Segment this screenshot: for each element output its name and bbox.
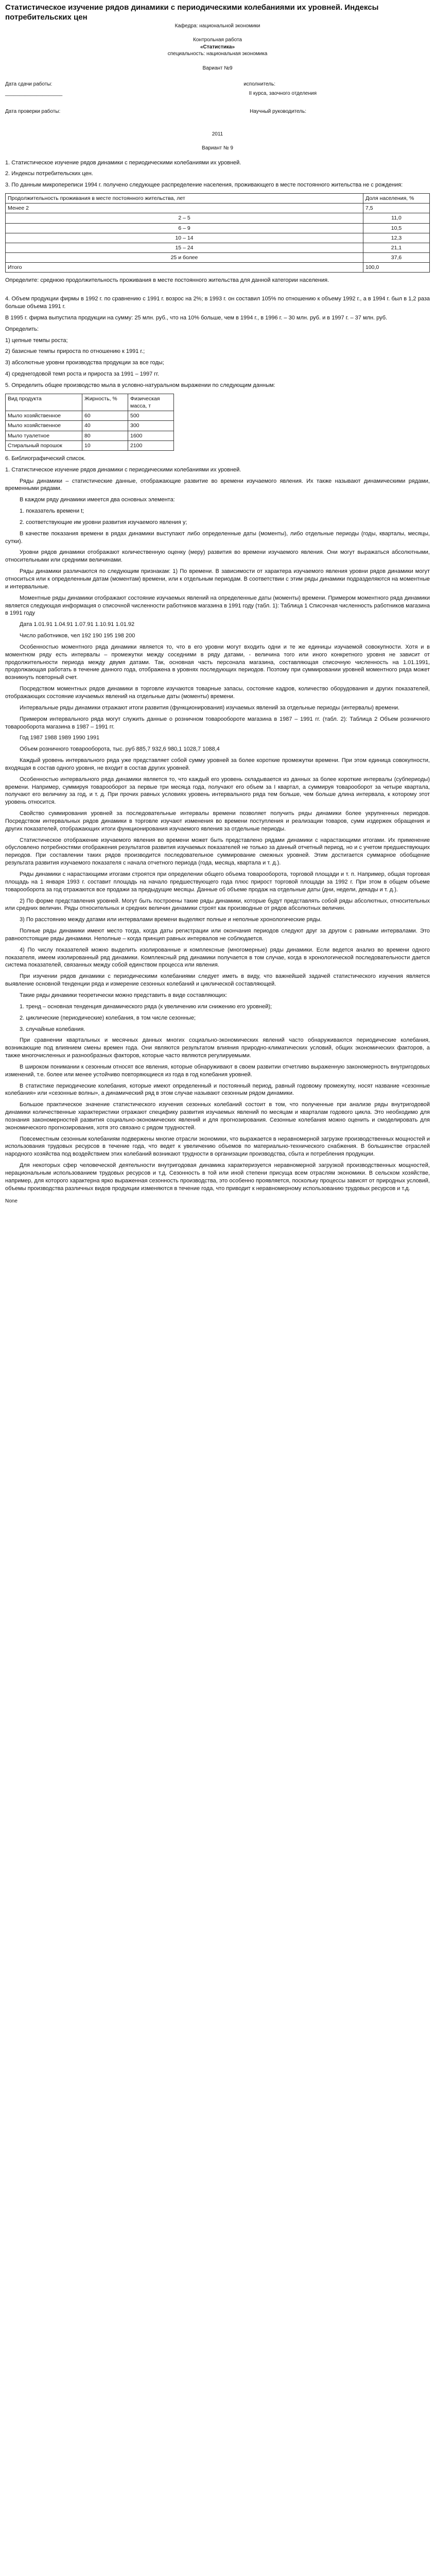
body-paragraph: При сравнении квартальных и месячных данных многих социально-экономических явлений часто обнаруживаются периодические колебания, возникающие под влиянием смены времен года. Они являются результатом влияния природно-климатических условий, общих экономических факторов, а также многочисленных и разнообразных факторов, которые часто являются регулируемыми.	[5, 1037, 430, 1059]
body-paragraph: Особенностью моментного ряда динамики является то, что в его уровни могут входить одни и те же единицы изучаемой совокупности. Хотя и в моментном ряду есть интервалы – промежутки между соседними в ряду датами, - величина того или иного конкретного уровня не зависит от продолжительности периода между двумя датами. Так, основная часть персонала магазина, составляющая списочную численность на 1.01.1991, продолжающая работать в течение данного года, отображена в уровнях последующих периодов. Поэтому при суммировании уровней моментного ряда может возникнуть повторный счет.	[5, 643, 430, 681]
body-paragraph: 3. случайные колебания.	[20, 1026, 85, 1032]
body-paragraph: 1. показатель времени t;	[20, 508, 84, 515]
page-title: Статистическое изучение рядов динамики с периодическими колебаниями их уровней. Индексы потребительских цен	[5, 3, 379, 22]
table-cell: 25 и более	[6, 253, 363, 263]
table-row	[6, 233, 430, 243]
course-label: II курса, заочного отделения	[249, 90, 317, 96]
body-paragraphs	[5, 478, 430, 1193]
table-row	[6, 431, 174, 440]
document	[5, 3, 430, 1205]
body-paragraph: 2) По форме представления уровней. Могут быть построены такие ряды динамики, которые будут представлять собой ряды абсолютных, относительных или средних величин. Ряды относительных и средних величин динамики строят как производные от рядов абсолютных величин.	[5, 897, 430, 912]
body-paragraph: 3) По расстоянию между датами или интервалами времени выделяют полные и неполные хронологические ряды.	[20, 917, 322, 923]
table-cell: 1600	[128, 431, 174, 440]
cover-variant: Вариант №9	[202, 65, 233, 71]
executor-label: исполнитель:	[243, 81, 275, 87]
task-4-text: Определить:	[5, 326, 39, 332]
table-cell: Менее 2	[6, 204, 363, 213]
body-paragraph: В широком понимании к сезонным относят все явления, которые обнаруживают в своем развитии отчетливо выраженную закономерность внутригодовых изменений, т.е. более или менее устойчиво повторяющиеся из года в год колебания уровней.	[5, 1063, 430, 1078]
body-paragraph: Полные ряды динамики имеют место тогда, когда даты регистрации или окончания периодов следуют друг за другом с равными интервалами. Это равноотстоящие ряды динамики. Неполные – когда принцип равных интервалов не соблюдается.	[5, 928, 430, 942]
body-paragraph: Моментные ряды динамики отображают состояние изучаемых явлений на определенные даты (моменты) времени. Примером моментного ряда динамики является следующая информация о списочной численности работников магазина в 1991 году (табл. 1): Таблица 1 Списочная численность работников магазина в 1991 году	[5, 595, 430, 617]
table-cell: 80	[82, 431, 128, 440]
task-2: 2. Индексы потребительских цен.	[5, 171, 93, 177]
table-cell: 12,3	[363, 233, 430, 243]
body-paragraph: Посредством моментных рядов динамики в торговле изучаются товарные запасы, состояние кадров, количество оборудования и других показателей, отображающих состояние изучаемых явлений на отдельные даты (моменты) времени.	[5, 686, 430, 700]
table-cell: 7,5	[363, 204, 430, 213]
body-paragraph: Интервальные ряды динамики отражают итоги развития (функционирования) изучаемых явлений за отдельные периоды (интервалы) времени.	[20, 704, 400, 711]
date-check-label: Дата проверки работы:	[5, 109, 61, 114]
table-cell: 60	[82, 411, 128, 421]
spacer	[5, 58, 430, 65]
table-cell: Мыло хозяйственное	[6, 411, 82, 421]
table-header-cell: Продолжительность проживания в месте постоянного жительства, лет	[6, 194, 363, 204]
table-cell: 2 – 5	[6, 213, 363, 223]
body-paragraph: Число работников, чел 192 190 195 198 200	[20, 633, 135, 639]
table-header-cell: Вид продукта	[6, 394, 82, 411]
table-cell: 15 – 24	[6, 243, 363, 252]
body-paragraph: Уровни рядов динамики отображают количественную оценку (меру) развития во времени изучаемого явления. Они могут выражаться абсолютными, относительными или средними величинами.	[5, 549, 430, 564]
body-paragraph: Ряды динамики различаются по следующим признакам: 1) По времени. В зависимости от характера изучаемого явления уровни рядов динамики могут относиться или к определенным датам (моментам) времени, или к отдельным периодам. В соответствии с этим ряды динамики подразделяются на моментные и интервальные.	[5, 568, 430, 590]
cover-row-check	[5, 108, 430, 115]
table-cell: Мыло хозяйственное	[6, 421, 82, 431]
cover-spec: специальность: национальная экономика	[167, 51, 268, 57]
body-paragraph: 4) По числу показателей можно выделить изолированные и комплексные (многомерные) ряды динамики. Если ведется анализ во времени одного показателя, имеем изолированный ряд динамики. Комплексный ряд динамики получается в том случае, когда в хронологической последовательности дается система показателей, связанных между собой единством процесса или явления.	[5, 946, 430, 969]
date-sent-label: Дата сдачи работы:	[5, 81, 53, 87]
table-cell: 6 – 9	[6, 223, 363, 233]
body-paragraph: Объем розничного товарооборота, тыс. руб 885,7 932,6 980,1 1028,7 1088,4	[20, 746, 220, 753]
task-4-text: 4. Объем продукции фирмы в 1992 г. по сравнению с 1991 г. возрос на 2%; в 1993 г. он составил 105% по отношению к объему 1992 г., а в 1994 г. был в 1,2 раза больше объема 1991 г.	[5, 296, 430, 310]
section-1-title: 1. Статистическое изучение рядов динамики с периодическими колебаниями их уровней.	[5, 466, 241, 473]
table-residence-duration	[5, 193, 430, 273]
table-cell: Мыло туалетное	[6, 431, 82, 440]
spacer	[5, 29, 430, 37]
body-paragraph: Ряды динамики с нарастающими итогами строятся при определении общего объема товарооборота, торговой площади и т. п. Например, общая торговая площадь на 1 января 1993 г. составит площадь на начало предшествующего года плюс прирост торговой площади за 1992 г. При этом в общем объеме товарооборота за год отражаются все продажи за предыдущие месяцы. Данные об объеме продаж на отдельные даты (дни, недели, декады и т. д.).	[5, 871, 430, 893]
table-cell: 10	[82, 440, 128, 450]
spacer	[5, 152, 430, 159]
table-row	[6, 213, 430, 223]
cover-row-date-sent	[5, 81, 430, 88]
body-paragraph: 2. циклические (периодические) колебания, в том числе сезонные;	[20, 1014, 196, 1021]
table-cell: 37,6	[363, 253, 430, 263]
spacer	[5, 138, 430, 145]
body-paragraph: Большое практическое значение статистического изучения сезонных колебаний состоит в том, что полученные при анализе ряды внутригодовой динамики количественные характеристики отражают специфику развития изучаемых явлений по месяцам и кварталам годового цикла. Это необходимо для познания закономерностей развития социально-экономических явлений и для прогнозирования. Сезонные колебания можно оценить и смоделировать для экономического прогнозирования, хотя это связано с рядом трудностей.	[5, 1101, 430, 1131]
cover-year: 2011	[212, 131, 223, 137]
table-cell: 10 – 14	[6, 233, 363, 243]
body-paragraph: Ряды динамики – статистические данные, отображающие развитие во времени изучаемого явления. Их также называют динамическими рядами, временными рядами.	[5, 478, 430, 492]
task-4-text: 4) среднегодовой темп роста и прироста за 1991 – 1997 гг.	[5, 371, 160, 378]
table-row	[6, 411, 174, 421]
footer-text: None	[5, 1198, 18, 1204]
spacer	[5, 72, 430, 79]
body-paragraph: Год 1987 1988 1989 1990 1991	[20, 735, 100, 741]
table-cell: 21,1	[363, 243, 430, 252]
body-paragraph: В каждом ряду динамики имеется два основных элемента:	[20, 497, 175, 503]
task-4-text: 2) базисные темпы прироста по отношению к 1991 г.;	[5, 348, 145, 355]
table-cell: Итого	[6, 263, 363, 273]
spacer	[5, 288, 430, 295]
body-paragraph: Особенностью интервального ряда динамики является то, что каждый его уровень складывается из данных за более короткие интервалы (субпериоды) времени. Например, суммируя товарооборот за первые три месяца года, получают его объем за I квартал, а суммируя товарооборот за четыре квартала, получают его величину за год, и т. д. При прочих равных условиях уровень интервального ряда тем больше, чем больше длина интервала, к которому этот уровень относится.	[5, 776, 430, 806]
table-row	[6, 204, 430, 213]
spacer	[5, 117, 430, 131]
task-4-text: 3) абсолютные уровни производства продукции за все годы;	[5, 360, 164, 366]
table-header-cell: Жирность, %	[82, 394, 128, 411]
signature-line: ____________________	[5, 90, 63, 96]
body-paragraph: Такие ряды динамики теоретически можно представить в виде составляющих:	[20, 992, 228, 998]
table-cell: Стиральный порошок	[6, 440, 82, 450]
table-header-row	[6, 394, 174, 411]
body-paragraph: Каждый уровень интервального ряда уже представляет собой сумму уровней за более короткие промежутки времени. При этом единица совокупности, входящая в состав одного уровня, не входит в состав других уровней.	[5, 757, 430, 771]
body-paragraph: В статистике периодические колебания, которые имеют определенный и постоянный период, равный годовому промежутку, носят название «сезонные колебания» или «сезонные волны», а динамический ряд в этом случае называют сезонным рядом динамики.	[5, 1082, 430, 1097]
table-row	[6, 223, 430, 233]
table-soap	[5, 394, 174, 451]
table-cell: 10,5	[363, 223, 430, 233]
table-row	[6, 243, 430, 252]
table-cell: 100,0	[363, 263, 430, 273]
table-row	[6, 440, 174, 450]
table-header-row	[6, 194, 430, 204]
body-paragraph: Статистическое отображение изучаемого явления во времени может быть представлено рядами динамики с нарастающими итогами. Их применение обусловлено потребностями отображения результатов развития изучаемых показателей не только за данный отчетный период, но и с учетом предшествующих периодов. При составлении таких рядов производится последовательное суммирование смежных уровней. Этим достигается суммарное обобщение результата развития изучаемого показателя с начала отчетного периода (года, месяца, квартала и т. д.).	[5, 837, 430, 867]
supervisor-label: Научный руководитель:	[250, 109, 306, 114]
spacer	[5, 99, 430, 106]
task-4-text: В 1995 г. фирма выпустила продукции на сумму: 25 млн. руб., что на 10% больше, чем в 1994 г., в 1996 г. – 30 млн. руб. и в 1997 г. – 37 млн. руб.	[5, 314, 388, 321]
task-6: 6. Библиографический список.	[5, 455, 86, 462]
body-paragraph: Примером интервального ряда могут служить данные о розничном товарообороте магазина в 1987 – 1991 гг. (табл. 2): Таблица 2 Объем розничного товарооборота магазина в 1987 – 1991 гг.	[5, 716, 430, 730]
table-cell: 500	[128, 411, 174, 421]
cover-row-course	[5, 90, 430, 97]
table-cell: 11,0	[363, 213, 430, 223]
table-header-cell: Доля населения, %	[363, 194, 430, 204]
body-paragraph: Дата 1.01.91 1.04.91 1.07.91 1.10.91 1.01.92	[20, 621, 135, 628]
body-paragraph: Для некоторых сфер человеческой деятельности внутригодовая динамика характеризуется неравномерной загрузкой производственных мощностей, нерациональным использованием трудовых ресурсов и т.д. Сезонность в той или иной степени присуща всем отраслям экономики. В сельском хозяйстве, например, для которого характерна ярко выраженная сезонность производства, это особенно проявляется, поскольку процессы зависят от природных условий, объемы производства различных видов продукции изменяются в течение года, что приводит к неравномерному использованию трудовых ресурсов и т.д.	[5, 1162, 430, 1192]
task-3: 3. По данным микропереписи 1994 г. получено следующее распределение населения, проживающего в месте постоянного жительства не с рождения:	[5, 182, 403, 189]
task-3-question: Определите: среднюю продолжительность проживания в месте постоянного жительства для данной категории населения.	[5, 277, 329, 284]
table-cell: 2100	[128, 440, 174, 450]
table-cell: 40	[82, 421, 128, 431]
body-paragraph: При изучении рядов динамики с периодическими колебаниями следует иметь в виду, что важнейшей задачей статистического изучения является выявление основной тенденции ряда и измерение сезонных колебаний и циклической составляющей.	[5, 973, 430, 988]
table-cell: 300	[128, 421, 174, 431]
body-paragraph: Повсеместным сезонным колебаниям подвержены многие отрасли экономики, что выражается в неравномерной загрузке производственных мощностей и использования трудовых ресурсов в течение года, что ведет к увеличению объемов по материально-технического снабжения. В большинстве отраслей народного хозяйства под воздействием этих колебаний возникают трудности в организации производства, сбыта и потребления продукции.	[5, 1136, 430, 1158]
department: Кафедра: национальной экономики	[175, 23, 260, 29]
table-row	[6, 253, 430, 263]
task-1: 1. Статистическое изучение рядов динамики с периодическими колебаниями их уровней.	[5, 159, 241, 166]
table-row	[6, 263, 430, 273]
body-paragraph: 2. соответствующие им уровни развития изучаемого явления y;	[20, 519, 187, 526]
table-row	[6, 421, 174, 431]
task-5: 5. Определить общее производство мыла в условно-натуральном выражении по следующим данным:	[5, 382, 275, 388]
cover-subject: «Статистика»	[200, 44, 235, 50]
body-paragraph: В качестве показания времени в рядах динамики выступают либо определенные даты (моменты), либо отдельные периоды (годы, кварталы, месяцы, сутки).	[5, 530, 430, 545]
body-paragraph: Свойство суммирования уровней за последовательные интервалы времени позволяет получить ряды динамики более укрупненных периодов. Посредством интервальных рядов динамики в торговле изучают изменения во времени поступления и реализации товаров, сумм издержек обращения и других показателей, отображающих итоги функционирования изучаемого явления за отдельные периоды.	[5, 810, 430, 832]
body-paragraph: 1. тренд – основная тенденция динамического ряда (к увеличению или снижению его уровней);	[20, 1003, 272, 1010]
variant-heading: Вариант № 9	[202, 145, 233, 151]
cover-work: Контрольная работа	[193, 37, 242, 43]
task-4-text: 1) цепные темпы роста;	[5, 337, 68, 344]
table-header-cell: Физическая масса, т	[128, 394, 174, 411]
